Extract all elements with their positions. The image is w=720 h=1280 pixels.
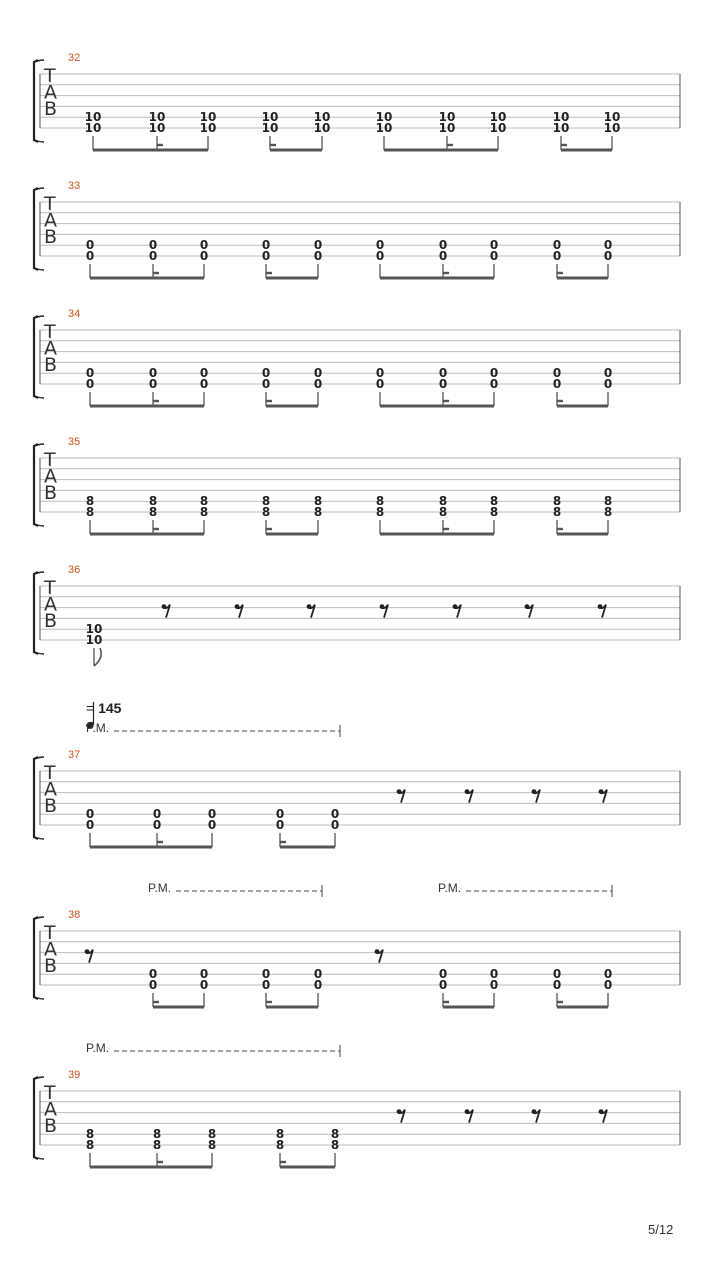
fret-number: 0: [148, 377, 158, 391]
fret-number: 0: [85, 249, 95, 263]
system-bracket: [34, 188, 38, 270]
tab-clef-letter: T: [44, 577, 56, 599]
tempo-marking: [86, 700, 121, 716]
fret-number: 8: [330, 1138, 340, 1152]
fret-number: 10: [148, 121, 166, 135]
tab-clef-letter: A: [44, 209, 57, 232]
tab-clef-letter: B: [44, 482, 58, 504]
page-indicator: 5/12: [648, 1222, 674, 1237]
fret-number: 8: [199, 494, 209, 509]
fret-number: 10: [313, 110, 331, 125]
system-bracket: [34, 444, 38, 526]
fret-number: 0: [261, 249, 271, 263]
fret-number: 10: [552, 121, 570, 135]
fret-number: 10: [261, 121, 279, 135]
fret-number: 10: [489, 110, 507, 125]
fret-number: 0: [375, 238, 385, 253]
fret-number: 0: [261, 967, 271, 982]
bracket-hook: [34, 572, 44, 654]
fret-number: 8: [552, 494, 562, 509]
tab-clef-letter: A: [44, 778, 57, 801]
fret-number: 0: [603, 249, 613, 263]
fret-number: 0: [313, 238, 323, 253]
fret-number: 0: [207, 818, 217, 832]
fret-number: 0: [552, 377, 562, 391]
fret-number: 0: [375, 377, 385, 391]
fret-number: 0: [152, 818, 162, 832]
fret-number: 0: [275, 818, 285, 832]
fret-number: 10: [603, 110, 621, 125]
fret-number: 10: [313, 121, 331, 135]
fret-number: 0: [552, 238, 562, 253]
fret-number: 0: [85, 366, 95, 381]
fret-number: 10: [375, 110, 393, 125]
fret-number: 8: [207, 1138, 217, 1152]
fret-number: 0: [199, 366, 209, 381]
fret-number: 0: [330, 818, 340, 832]
staff-system: [34, 188, 680, 278]
fret-number: 0: [261, 366, 271, 381]
fret-number: 8: [261, 505, 271, 519]
palm-mute-label: P.M.: [148, 881, 172, 895]
measure-number: 38: [68, 909, 81, 921]
tab-clef-letter: T: [44, 193, 56, 215]
fret-number: 0: [85, 238, 95, 253]
system-bracket: [34, 572, 38, 654]
fret-number: 10: [375, 121, 393, 135]
bracket-hook: [34, 60, 44, 142]
tab-clef-letter: A: [44, 1098, 57, 1121]
fret-number: 0: [552, 366, 562, 381]
fret-number: 0: [438, 366, 448, 381]
fret-number: 0: [489, 238, 499, 253]
fret-number: 0: [261, 377, 271, 391]
fret-number: 10: [489, 121, 507, 135]
fret-number: 0: [199, 238, 209, 253]
bracket-hook: [34, 917, 44, 999]
fret-number: 8: [603, 494, 613, 509]
fret-number: 10: [199, 121, 217, 135]
fret-number: 0: [438, 967, 448, 982]
measure-number: 34: [68, 308, 81, 320]
system-bracket: [34, 316, 38, 398]
tab-clef-letter: B: [44, 610, 58, 632]
tab-clef-letter: B: [44, 955, 58, 977]
bracket-hook: [34, 188, 44, 270]
fret-number: 0: [148, 967, 158, 982]
system-bracket: [34, 60, 38, 142]
note-flag: [94, 648, 101, 666]
fret-number: 10: [261, 110, 279, 125]
tab-clef-letter: A: [44, 938, 57, 961]
fret-number: 0: [489, 249, 499, 263]
measure-number: 37: [68, 749, 81, 761]
system-bracket: [34, 757, 38, 839]
fret-number: 0: [85, 807, 95, 822]
fret-number: 10: [552, 110, 570, 125]
fret-number: 10: [199, 110, 217, 125]
fret-number: 0: [85, 818, 95, 832]
staff-system: [34, 1077, 680, 1167]
fret-number: 0: [489, 377, 499, 391]
fret-number: 8: [375, 494, 385, 509]
fret-number: 8: [438, 494, 448, 509]
fret-number: 8: [489, 494, 499, 509]
fret-number: 0: [313, 967, 323, 982]
fret-number: 8: [330, 1127, 340, 1142]
tab-clef-letter: T: [44, 321, 56, 343]
measure-number: 36: [68, 564, 81, 576]
system-bracket: [34, 1077, 38, 1159]
tab-clef-letter: A: [44, 593, 57, 616]
fret-number: 0: [438, 978, 448, 992]
fret-number: 0: [489, 967, 499, 982]
fret-number: 0: [313, 978, 323, 992]
fret-number: 0: [375, 249, 385, 263]
fret-number: 0: [207, 807, 217, 822]
fret-number: 0: [152, 807, 162, 822]
tab-clef-letter: T: [44, 762, 56, 784]
fret-number: 0: [85, 377, 95, 391]
fret-number: 8: [85, 505, 95, 519]
tab-clef-letter: T: [44, 65, 56, 87]
fret-number: 8: [207, 1127, 217, 1142]
tab-clef-letter: T: [44, 922, 56, 944]
fret-number: 8: [85, 1127, 95, 1142]
measure-number: 33: [68, 180, 81, 192]
palm-mute-label: P.M.: [86, 721, 110, 735]
tab-clef-letter: T: [44, 449, 56, 471]
fret-number: 0: [438, 377, 448, 391]
staff-system: [34, 572, 680, 666]
palm-mute-label: P.M.: [86, 1041, 110, 1055]
tempo-value: 145: [98, 700, 122, 716]
fret-number: 10: [85, 622, 103, 637]
tab-clef-letter: B: [44, 354, 58, 376]
bracket-hook: [34, 757, 44, 839]
fret-number: 8: [85, 494, 95, 509]
fret-number: 8: [85, 1138, 95, 1152]
fret-number: 10: [85, 633, 103, 647]
fret-number: 0: [148, 978, 158, 992]
fret-number: 8: [438, 505, 448, 519]
fret-number: 0: [489, 978, 499, 992]
bracket-hook: [34, 316, 44, 398]
fret-number: 0: [148, 238, 158, 253]
fret-number: 10: [84, 110, 102, 125]
fret-number: 8: [552, 505, 562, 519]
tab-clef-letter: B: [44, 98, 58, 120]
measure-number: 32: [68, 52, 81, 64]
tempo-equals: =: [86, 700, 95, 716]
fret-number: 0: [261, 978, 271, 992]
fret-number: 8: [275, 1127, 285, 1142]
fret-number: 8: [489, 505, 499, 519]
fret-number: 0: [603, 978, 613, 992]
fret-number: 8: [275, 1138, 285, 1152]
fret-number: 8: [148, 505, 158, 519]
tab-clef-letter: A: [44, 465, 57, 488]
bracket-hook: [34, 1077, 44, 1159]
fret-number: 0: [330, 807, 340, 822]
fret-number: 0: [603, 377, 613, 391]
fret-number: 10: [148, 110, 166, 125]
bracket-hook: [34, 444, 44, 526]
fret-number: 0: [199, 377, 209, 391]
fret-number: 0: [438, 249, 448, 263]
tab-clef-letter: T: [44, 1082, 56, 1104]
fret-number: 8: [261, 494, 271, 509]
staff-system: [34, 444, 680, 534]
fret-number: 0: [489, 366, 499, 381]
fret-number: 0: [313, 366, 323, 381]
fret-number: 0: [148, 249, 158, 263]
fret-number: 0: [313, 249, 323, 263]
staff-system: [34, 316, 680, 406]
fret-number: 0: [552, 978, 562, 992]
fret-number: 10: [438, 110, 456, 125]
fret-number: 8: [152, 1127, 162, 1142]
staff-system: [34, 757, 680, 847]
fret-number: 0: [438, 238, 448, 253]
tab-clef-letter: A: [44, 81, 57, 104]
fret-number: 8: [375, 505, 385, 519]
fret-number: 0: [552, 249, 562, 263]
fret-number: 0: [603, 238, 613, 253]
fret-number: 8: [152, 1138, 162, 1152]
fret-number: 0: [261, 238, 271, 253]
system-bracket: [34, 917, 38, 999]
staff-system: [34, 60, 680, 150]
tab-clef-letter: B: [44, 1115, 58, 1137]
fret-number: 0: [199, 967, 209, 982]
fret-number: 0: [275, 807, 285, 822]
fret-number: 0: [552, 967, 562, 982]
fret-number: 8: [148, 494, 158, 509]
fret-number: 8: [603, 505, 613, 519]
fret-number: 10: [84, 121, 102, 135]
palm-mute-label: P.M.: [438, 881, 462, 895]
fret-number: 0: [148, 366, 158, 381]
measure-number: 39: [68, 1069, 81, 1081]
staff-system: [34, 917, 680, 1007]
fret-number: 8: [199, 505, 209, 519]
tab-clef-letter: B: [44, 226, 58, 248]
fret-number: 0: [199, 978, 209, 992]
fret-number: 0: [313, 377, 323, 391]
fret-number: 0: [375, 366, 385, 381]
fret-number: 0: [603, 366, 613, 381]
measure-number: 35: [68, 436, 81, 448]
tab-clef-letter: A: [44, 337, 57, 360]
fret-number: 10: [438, 121, 456, 135]
fret-number: 8: [313, 494, 323, 509]
fret-number: 0: [603, 967, 613, 982]
fret-number: 8: [313, 505, 323, 519]
fret-number: 0: [199, 249, 209, 263]
tab-clef-letter: B: [44, 795, 58, 817]
fret-number: 10: [603, 121, 621, 135]
